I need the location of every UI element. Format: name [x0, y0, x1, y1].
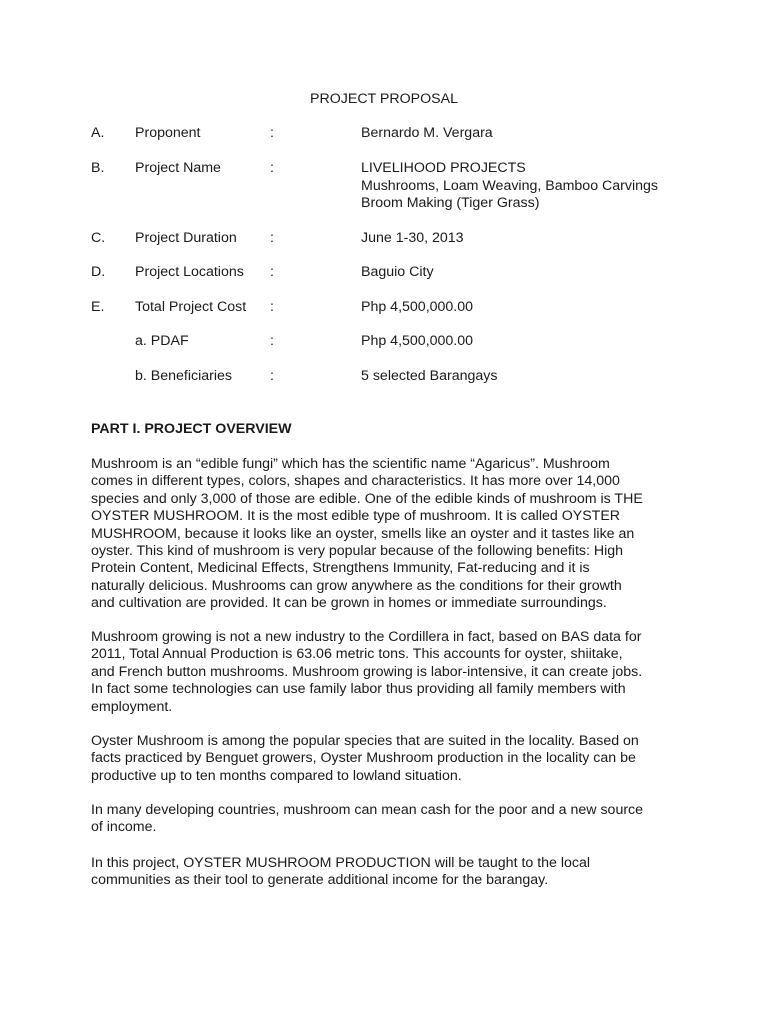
- field-value: [361, 160, 658, 213]
- paragraph-line: communities as their tool to generate additional income for the barangay.: [91, 872, 549, 889]
- field-value-line: Mushrooms, Loam Weaving, Bamboo Carvings: [361, 177, 659, 194]
- field-value-line: June 1-30, 2013: [361, 230, 464, 246]
- paragraph-line: and French button mushrooms. Mushroom growing is labor-intensive, it can create jobs.: [91, 663, 643, 680]
- field-colon: :: [270, 333, 274, 349]
- paragraph-line: 2011, Total Annual Production is 63.06 metric tons. This accounts for oyster, shiitake,: [91, 646, 623, 663]
- field-value-line: Php 4,500,000.00: [361, 333, 474, 349]
- overview-paragraph: [91, 629, 691, 716]
- field-label: Project Name: [135, 160, 221, 176]
- field-colon: :: [270, 125, 274, 141]
- overview-paragraph: [91, 733, 691, 785]
- document-title: PROJECT PROPOSAL: [310, 91, 458, 107]
- field-value-line: Php 4,500,000.00: [361, 299, 474, 315]
- field-colon: :: [270, 160, 274, 176]
- paragraph-line: naturally delicious. Mushrooms can grow anywhere as the conditions for their growth: [91, 577, 622, 594]
- paragraph-line: species and only 3,000 of those are edible. One of the edible kinds of mushroom is THE: [91, 490, 643, 507]
- overview-paragraph: [91, 802, 691, 837]
- field-value: [361, 230, 464, 248]
- field-value: [361, 333, 473, 351]
- paragraph-line: employment.: [91, 698, 173, 715]
- section-heading: PART I. PROJECT OVERVIEW: [91, 421, 292, 437]
- field-value: [361, 299, 473, 317]
- field-label: Total Project Cost: [135, 299, 247, 315]
- field-letter: D.: [91, 264, 106, 280]
- paragraph-line: MUSHROOM, because it looks like an oyster, smells like an oyster and it tastes like an: [91, 525, 635, 542]
- field-value-line: 5 selected Barangays: [361, 368, 498, 384]
- field-letter: A.: [91, 125, 105, 141]
- paragraph-line: In this project, OYSTER MUSHROOM PRODUCTION will be taught to the local: [91, 855, 591, 871]
- field-colon: :: [270, 264, 274, 280]
- paragraph-line: oyster. This kind of mushroom is very popular because of the following benefits: High: [91, 543, 624, 560]
- paragraph-line: Mushroom growing is not a new industry to the Cordillera in fact, based on BAS data for: [91, 629, 642, 645]
- paragraph-line: of income.: [91, 819, 157, 836]
- field-value-line: Broom Making (Tiger Grass): [361, 195, 540, 211]
- field-colon: :: [270, 368, 274, 384]
- field-value: [361, 125, 493, 143]
- field-colon: :: [270, 230, 274, 246]
- field-value-line: Baguio City: [361, 264, 434, 280]
- field-letter: E.: [91, 299, 105, 315]
- paragraph-line: Mushroom is an “edible fungi” which has the scientific name “Agaricus”. Mushroom: [91, 456, 610, 472]
- field-letter: B.: [91, 160, 105, 176]
- paragraph-line: In many developing countries, mushroom can mean cash for the poor and a new source: [91, 802, 644, 818]
- field-value: [361, 368, 497, 386]
- field-label: Project Duration: [135, 230, 237, 246]
- paragraph-line: comes in different types, colors, shapes and characteristics. It has more over 14,000: [91, 473, 620, 490]
- field-label: b. Beneficiaries: [135, 368, 232, 384]
- overview-paragraph: [91, 456, 691, 613]
- field-colon: :: [270, 299, 274, 315]
- field-label: a. PDAF: [135, 333, 189, 349]
- paragraph-line: Protein Content, Medicinal Effects, Strengthens Immunity, Fat-reducing and it is: [91, 560, 590, 577]
- paragraph-line: facts practiced by Benguet growers, Oyster Mushroom production in the locality can be: [91, 750, 636, 767]
- field-value: [361, 264, 434, 282]
- field-label: Proponent: [135, 125, 201, 141]
- paragraph-line: productive up to ten months compared to lowland situation.: [91, 767, 462, 784]
- field-value-line: Bernardo M. Vergara: [361, 125, 493, 141]
- overview-paragraph: [91, 855, 691, 890]
- field-value-line: LIVELIHOOD PROJECTS: [361, 160, 526, 176]
- paragraph-line: OYSTER MUSHROOM. It is the most edible type of mushroom. It is called OYSTER: [91, 508, 621, 525]
- paragraph-line: and cultivation are provided. It can be grown in homes or immediate surroundings.: [91, 595, 607, 612]
- field-letter: C.: [91, 230, 106, 246]
- field-label: Project Locations: [135, 264, 244, 280]
- paragraph-line: In fact some technologies can use family labor thus providing all family members with: [91, 681, 626, 698]
- paragraph-line: Oyster Mushroom is among the popular species that are suited in the locality. Based on: [91, 733, 639, 749]
